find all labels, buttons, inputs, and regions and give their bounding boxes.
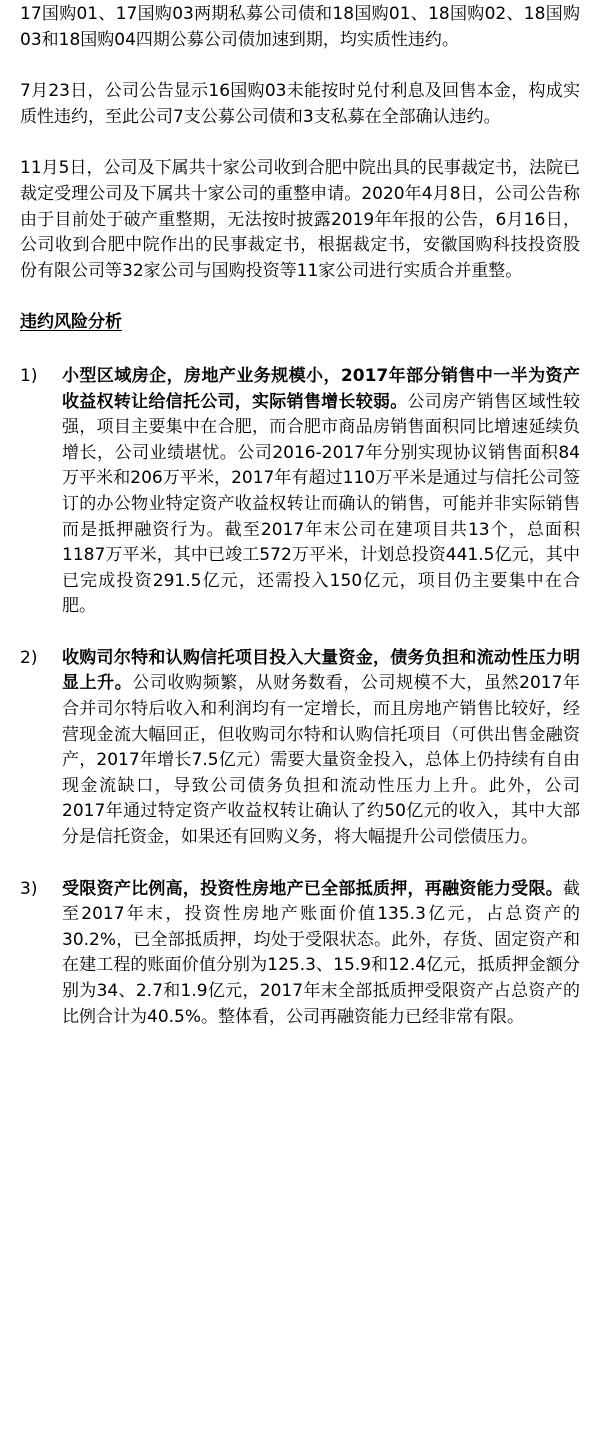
risk-item-2 — [20, 646, 580, 851]
item-number: 2) — [20, 647, 38, 668]
item-bold-lead: 受限资产比例高，投资性房地产已全部抵质押，再融资能力受限。 — [62, 878, 563, 899]
paragraph-bond-default-acceleration: 17国购01、17国购03两期私募公司债和18国购01、18国购02、18国购03和18国购04四期公募公司债加速到期，均实质性违约。 — [20, 4, 580, 50]
risk-item-3 — [20, 877, 580, 1031]
item-body-text: 公司房产销售区域性较强，项目主要集中在合肥，而合肥市商品房销售面积同比增速延续负增长，公司业绩堪忧。公司2016-2017年分别实现协议销售面积84万平米和206万平米，2017年有超过110万平米是通过与信托公司签订的办公物业特定资产收益权转让而确认的销售，可能并非实际销售而是抵押融资行为。截至2017年末公司在建项目共13个，总面积1187万平米，其中已竣工572万平米，计划总投资441.5亿元，其中已完成投资291.5亿元，还需投入150亿元，项目仍主要集中在合肥。 — [62, 391, 581, 617]
paragraph-july-default: 7月23日，公司公告显示16国购03未能按时兑付利息及回售本金，构成实质性违约，至此公司7支公募公司债和3支私募在全部确认违约。 — [20, 81, 580, 127]
item-number: 3) — [20, 878, 38, 899]
item-bold-lead: 小型区域房企，房地产业务规模小，2017年部分销售中一半为资产收益权转让给信托公司，实际销售增长较弱。 — [62, 365, 580, 412]
section-heading: 违约风险分析 — [20, 312, 122, 333]
item-number: 1) — [20, 365, 38, 386]
paragraph-restructuring: 11月5日，公司及下属共十家公司收到合肥中院出具的民事裁定书，法院已裁定受理公司及下属共十家公司的重整申请。2020年4月8日，公司公告称由于目前处于破产重整期，无法按时披露2019年年报的公告，6月16日，公司收到合肥中院作出的民事裁定书，根据裁定书，安徽国购科技投资股份有限公司等32家公司与国购投资等11家公司进行实质合并重整。 — [20, 158, 580, 281]
risk-item-1 — [20, 364, 580, 620]
item-bold-lead: 收购司尔特和认购信托项目投入大量资金，债务负担和流动性压力明显上升。 — [62, 647, 580, 694]
item-body-text: 截至2017年末，投资性房地产账面价值135.3亿元，占总资产的30.2%，已全部抵质押，均处于受限状态。此外，存货、固定资产和在建工程的账面价值分别为125.3、15.9和12.4亿元，抵质押金额分别为34、2.7和1.9亿元，2017年末全部抵质押受限资产占总资产的比例合计为40.5%。整体看，公司再融资能力已经非常有限。 — [62, 878, 580, 1027]
item-body-text: 公司收购频繁，从财务数看，公司规模不大，虽然2017年合并司尔特后收入和利润均有一定增长，而且房地产销售比较好，经营现金流大幅回正，但收购司尔特和认购信托项目（可供出售金融资产，2017年增长7.5亿元）需要大量资金投入，总体上仍持续有自由现金流缺口，导致公司债务负担和流动性压力上升。此外，公司2017年通过特定资产收益权转让确认了约50亿元的收入，其中大部分是信托资金，如果还有回购义务，将大幅提升公司偿债压力。 — [62, 673, 581, 848]
